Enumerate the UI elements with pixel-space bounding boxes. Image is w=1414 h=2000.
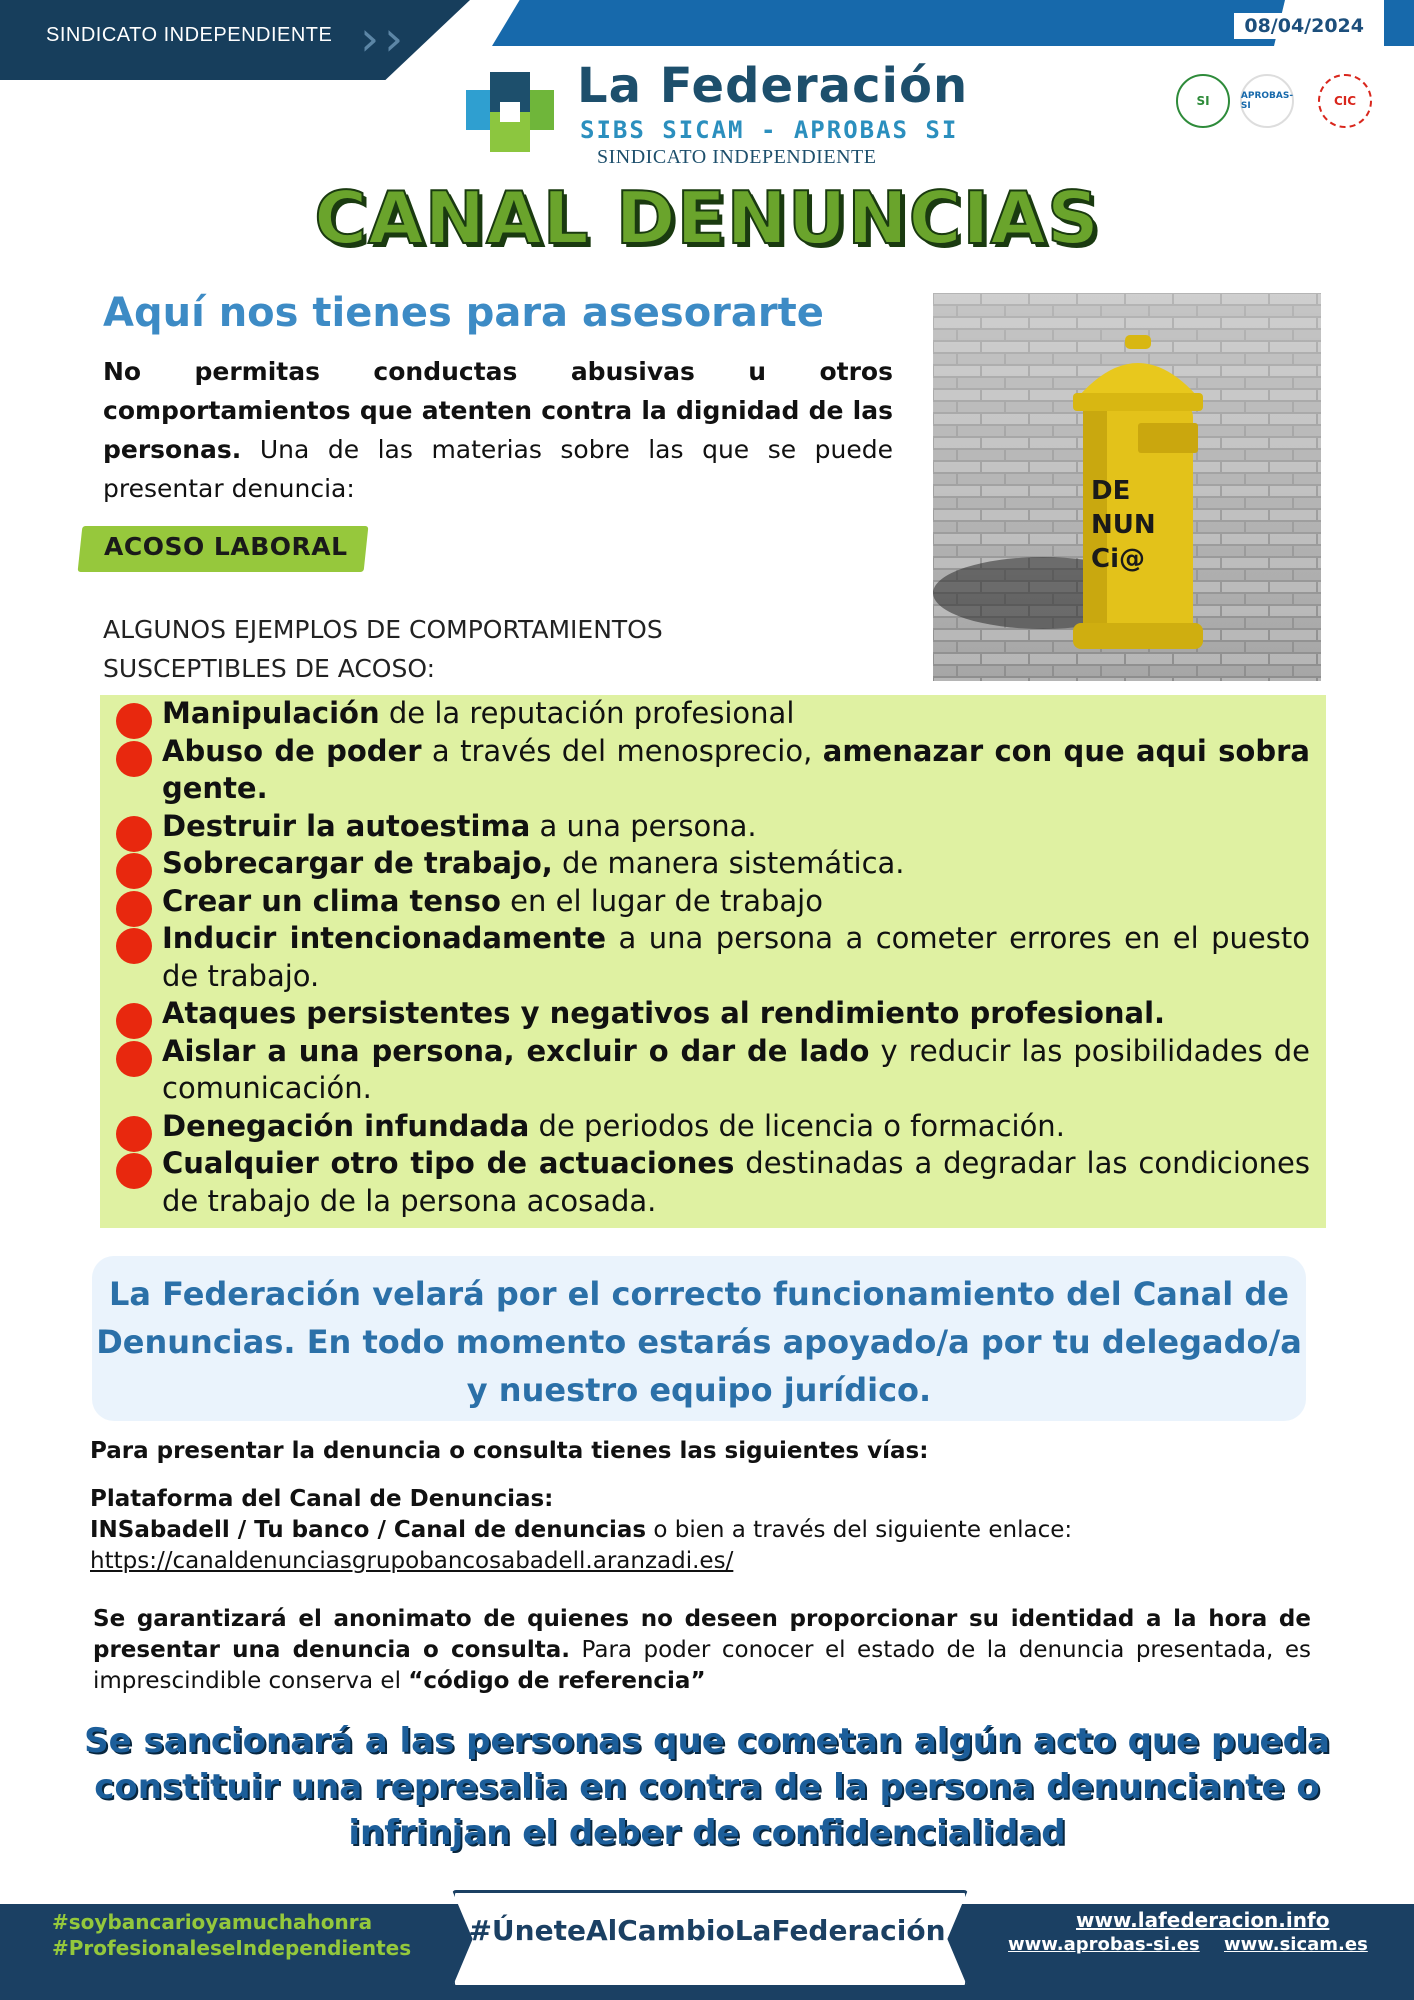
item-rest: y reducir las posibilidades de comunicación. [162,1033,1310,1105]
item-bold: Denegación infundada [162,1108,530,1143]
channels-intro: Para presentar la denuncia o consulta tienes las siguientes vías: [90,1438,929,1464]
item-bold: Cualquier otro tipo de actuaciones [162,1146,735,1180]
logo-tagline: SINDICATO INDEPENDIENTE [597,146,877,168]
list-item-text [162,733,1310,808]
tag-acoso-laboral: ACOSO LABORAL [104,532,348,561]
bullet-icon [116,928,152,964]
hashtag-banner-text[interactable]: #ÚneteAlCambioLaFederación [468,1914,946,1947]
item-rest: de periodos de licencia o formación. [529,1108,1065,1143]
item-rest: a una persona. [530,808,757,843]
bullet-icon [116,1153,152,1189]
union-label: SINDICATO INDEPENDIENTE [46,24,333,46]
item-rest: de la reputación profesional [379,696,795,730]
item-bold-2: amenazar con que aqui sobra gente. [162,733,1310,805]
list-item-text [162,1145,1310,1220]
item-bold: Ataques persistentes y negativos al rendimiento profesional. [162,996,1166,1030]
bullet-icon [116,703,152,739]
item-bold: Sobrecargar de trabajo, [162,846,553,880]
item-bold: Inducir intencionadamente [162,921,607,955]
mailbox-photo [933,293,1321,681]
item-bold: Destruir la autoestima [162,808,531,843]
list-item-text [162,995,1310,1033]
platform-path-bold: INSabadell / Tu banco / Canal de denuncias [90,1517,647,1543]
list-item-text [162,695,1310,733]
anonymity-bold: Se garantizará el anonimato de quienes no deseen proporcionar su identidad a la hora de presentar una denuncia o consulta. [93,1606,1311,1663]
logo-name: La Federación [577,58,969,114]
bullet-icon [116,741,152,777]
item-bold: Aislar a una persona, excluir o dar de lado [162,1033,870,1068]
list-item-text [162,1033,1310,1108]
complaints-link[interactable]: https://canaldenunciasgrupobancosabadell.aranzadi.es/ [90,1548,734,1574]
list-item-text [162,883,1310,921]
examples-heading: ALGUNOS EJEMPLOS DE COMPORTAMIENTOS SUSCEPTIBLES DE ACOSO: [103,615,663,683]
platform-path-rest: o bien a través del siguiente enlace: [646,1517,1073,1543]
bullet-icon [116,1003,152,1039]
item-rest: destinadas a degradar las condiciones de trabajo de la persona acosada. [162,1146,1311,1218]
intro-paragraph [103,352,893,508]
item-bold: Abuso de poder [162,733,422,768]
hashtag-2[interactable]: #ProfesionaleseIndependientes [52,1936,412,1960]
aprobas-badge-icon: APROBAS-SI [1240,74,1294,128]
cic-badge-icon: CIC [1318,74,1372,128]
item-bold: Manipulación [162,696,380,730]
mailbox-text-2: NUN [1091,510,1156,540]
mailbox-text-1: DE [1091,476,1131,506]
bullet-icon [116,1116,152,1152]
list-item-text [162,920,1310,995]
reference-code: “código de referencia” [408,1668,706,1694]
chevron-right-icon: › [384,11,404,67]
intro-rest: Una de las materias sobre las que se puede presentar denuncia: [103,435,893,503]
list-item-text [162,1108,1310,1146]
platform-path [90,1515,1314,1546]
item-rest: a través del menosprecio, [421,733,823,768]
page-title: CANAL DENUNCIAS [314,176,1100,260]
website-link-sicam[interactable]: www.sicam.es [1224,1934,1368,1955]
list-item-text [162,808,1310,846]
bullet-icon [116,816,152,852]
logo-subtitle: SIBS SICAM - APROBAS SI [580,116,959,144]
federacion-logo-icon [462,68,558,154]
date: 08/04/2024 [1234,13,1374,39]
website-link-aprobas[interactable]: www.aprobas-si.es [1008,1934,1200,1955]
item-rest: de manera sistemática. [552,846,905,880]
hashtag-1[interactable]: #soybancarioyamuchahonra [52,1910,373,1934]
examples-box [100,695,1326,1228]
anonymity-rest: Para poder conocer el estado de la denuncia presentada, es imprescindible conserva el [93,1637,1311,1694]
bullet-icon [116,891,152,927]
bullet-icon [116,853,152,889]
mailbox-text-3: Ci@ [1091,544,1145,574]
section-heading: Aquí nos tienes para asesorarte [103,290,824,336]
notice-box [92,1256,1306,1421]
item-rest: en el lugar de trabajo [500,883,823,918]
item-bold: Crear un clima tenso [162,883,501,918]
si-badge-icon: SI [1176,74,1230,128]
final-statement: Se sancionará a las personas que cometan algún acto que pueda constituir una represalia en contra de la persona denunciante o infrinjan el deber de confidencialidad [84,1721,1330,1853]
item-rest: a una persona a cometer errores en el puesto de trabajo. [162,921,1311,993]
intro-bold: No permitas conductas abusivas u otros comportamientos que atenten contra la dignidad de las personas. [103,357,893,464]
notice-text: La Federación velará por el correcto funcionamiento del Canal de Denuncias. En todo momento estarás apoyado/a por tu delegado/a y nuestro equipo jurídico. [96,1275,1302,1409]
platform-label: Plataforma del Canal de Denuncias: [90,1486,554,1512]
website-link-lafederacion[interactable]: www.lafederacion.info [1076,1908,1330,1932]
list-item-text [162,845,1310,883]
anonymity-paragraph [93,1604,1311,1697]
bullet-icon [116,1041,152,1077]
chevron-right-icon: › [360,11,380,67]
